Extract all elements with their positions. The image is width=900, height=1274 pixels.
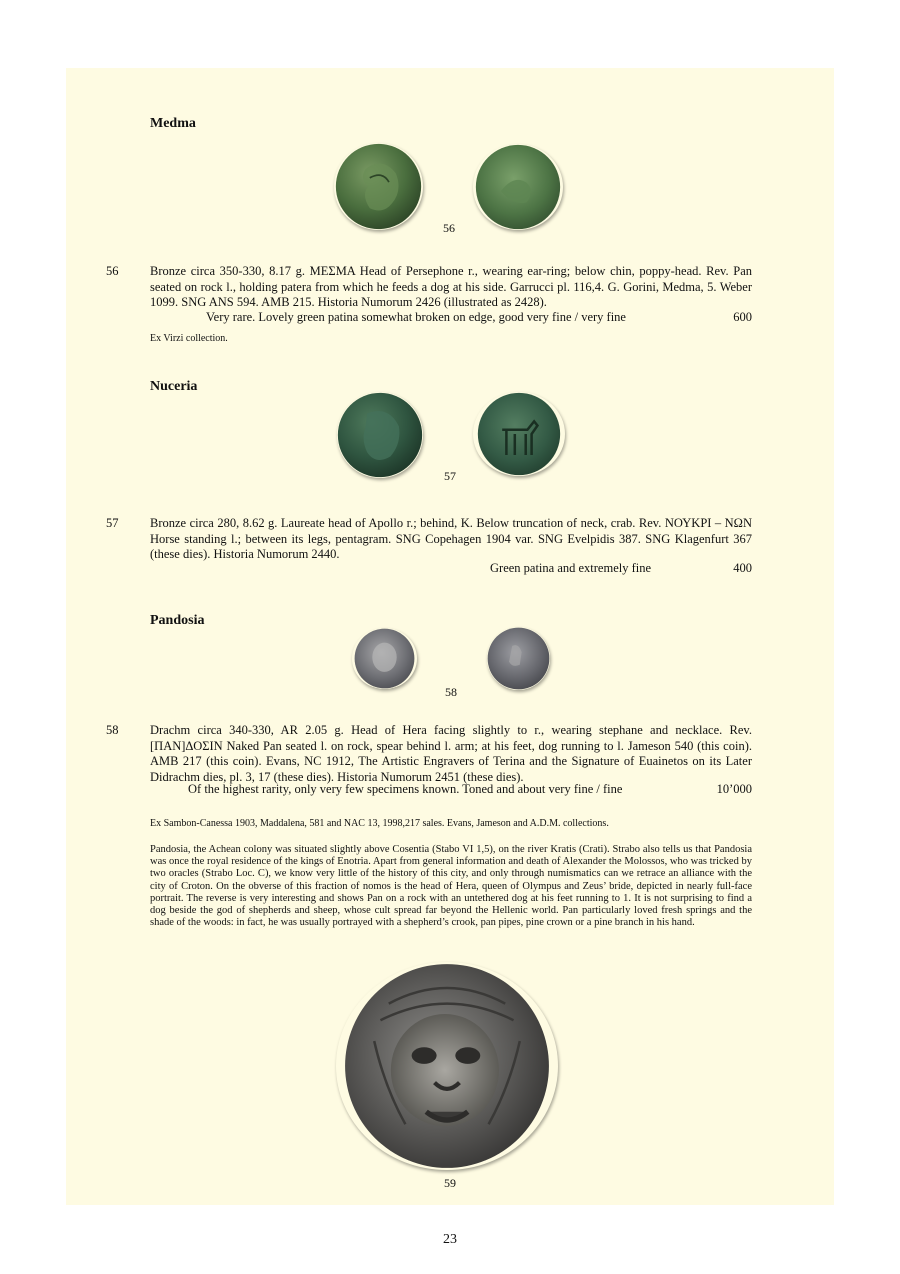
coin-57-reverse-image: [473, 392, 565, 476]
coin-58-obverse-image: [352, 628, 417, 689]
plate-number-58: 58: [445, 685, 457, 699]
lot-description-57: Bronze circa 280, 8.62 g. Laureate head of Apollo r.; behind, K. Below truncation of neck, crab. Rev. ΝΟΥΚΡΙ – ΝΩΝ Horse standing l.; between its legs, pentagram. SNG Copehagen 1904 var. SNG Evelpidis 387. SNG Klagenfurt 367 (these dies). Historia Numorum 2440.: [150, 516, 752, 561]
lot-estimate-57: 400: [733, 561, 752, 575]
lot-provenance-58: Ex Sambon-Canessa 1903, Maddalena, 581 and NAC 13, 1998,217 sales. Evans, Jameson and A.D.M. collections.: [150, 818, 609, 829]
lot-estimate-row-56: [150, 310, 752, 326]
pandosia-essay: Pandosia, the Achean colony was situated slightly above Cosentia (Stabo VI 1,5), on the river Kratis (Crati). Strabo also tells us that Pandosia was once the royal residence of the kings of Enotria. Apart from general information and death of Alexander the Molossos, who was tricked by two oracles (Strabo Loc. C), we know very little of the history of this city, and only through numismatics can we retrace an alliance with the city of Croton. On the obverse of this fraction of nomos is the head of Hera, queen of Olympus and Zeus’ bride, depicted in nearly full-face portrait. The reverse is very interesting and shows Pan on a rock with an untethered dog at his feet running to 1. It is not surprising to find a dog beside the god of shepherds and sheep, whose cult spread far beyond the Hellenic world. Pan particularly loved fresh springs and the shade of the woods: in fact, he was usually portrayed with a shepherd’s crook, pan pipes, pine crown or a pine branch in his hand.: [150, 844, 752, 929]
lot-estimate-row-57: [150, 561, 752, 577]
lot-description-58: Drachm circa 340-330, AR 2.05 g. Head of Hera facing slightly to r., wearing stephane and necklace. Rev. [ΠΑΝ]ΔΟΣΙΝ Naked Pan seated l. on rock, spear behind l. arm; at his feet, dog running to l. Jameson 540 (this coin). AMB 217 (this coin). Evans, NC 1912, The Artistic Engravers of Terina and the Signature of Euainetos on its Later Didrachm dies, pl. 3, 17 (these dies). Historia Numorum 2451 (these dies).: [150, 723, 752, 784]
coin-57-obverse-image: [337, 392, 423, 478]
section-heading-nuceria: Nuceria: [150, 379, 198, 394]
plate-number-56: 56: [443, 221, 455, 235]
lot-condition-56: Very rare. Lovely green patina somewhat broken on edge, good very fine / very fine: [206, 310, 626, 324]
plate-number-57: 57: [444, 469, 456, 483]
lot-description-56: Bronze circa 350-330, 8.17 g. ΜΕΣΜΑ Head of Persephone r., wearing ear-ring; below chin, poppy-head. Rev. Pan seated on rock l., holding patera from which he feeds a dog at his side. Garrucci pl. 116,4. G. Gorini, Medma, 5. Weber 1099. SNG ANS 594. AMB 215. Historia Numorum 2426 (illustrated as 2428).: [150, 264, 752, 309]
lot-condition-57: Green patina and extremely fine: [490, 561, 652, 575]
lot-provenance-56: Ex Virzi collection.: [150, 333, 228, 344]
coin-58-reverse-image: [487, 627, 550, 690]
section-heading-pandosia: Pandosia: [150, 613, 205, 628]
coin-56-reverse-image: [473, 144, 563, 230]
lot-number-58: 58: [106, 723, 119, 737]
plate-number-59: 59: [444, 1176, 456, 1190]
coin-59-lion-head-image: [336, 962, 558, 1170]
lot-estimate-56: 600: [733, 310, 752, 324]
page-number: 23: [443, 1232, 457, 1247]
lot-estimate-row-58: [150, 782, 752, 798]
coin-56-obverse-image: [334, 143, 423, 230]
lot-number-56: 56: [106, 264, 119, 278]
lot-condition-58: Of the highest rarity, only very few specimens known. Toned and about very fine / fine: [188, 782, 623, 796]
lot-estimate-58: 10’000: [716, 782, 752, 796]
lot-number-57: 57: [106, 516, 119, 530]
section-heading-medma: Medma: [150, 116, 196, 131]
